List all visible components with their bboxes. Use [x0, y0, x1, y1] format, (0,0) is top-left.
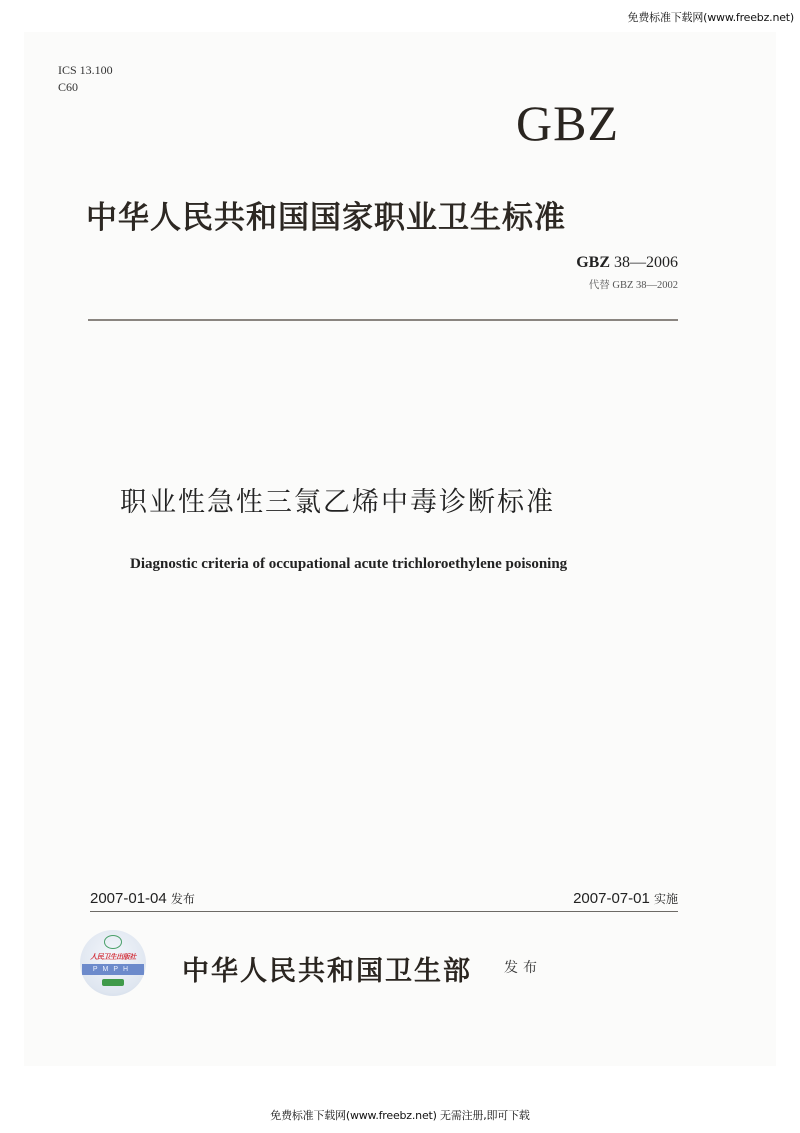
document-cover-page — [24, 32, 776, 1066]
standard-number — [576, 254, 678, 272]
publisher-logo — [80, 930, 146, 996]
logo-badge-icon — [102, 979, 124, 986]
replaces-standard: 代替 GBZ 38—2002 — [588, 280, 678, 291]
document-title-en: Diagnostic criteria of occupational acute trichloroethylene poisoning — [130, 556, 568, 572]
implementation-date-value: 2007-07-01 — [573, 890, 650, 907]
document-title-zh: 职业性急性三氯乙烯中毒诊断标准 — [120, 487, 555, 518]
standard-mark: GBZ — [516, 95, 619, 151]
watermark-bottom-link[interactable]: 免费标准下载网(www.freebz.net) 无需注册,即可下载 — [270, 1109, 530, 1122]
standard-type-heading: 中华人民共和国国家职业卫生标准 — [86, 200, 566, 236]
ccs-code: C60 — [58, 80, 79, 94]
issue-date-value: 2007-01-04 — [90, 890, 167, 907]
publisher-name: 中华人民共和国卫生部 — [182, 956, 472, 987]
ics-code: ICS 13.100 — [58, 63, 113, 77]
classification-codes — [58, 62, 113, 96]
implementation-date — [573, 890, 678, 907]
logo-band: PMPH — [82, 964, 144, 975]
dates-row — [90, 890, 678, 912]
logo-text: 人民卫生出版社 — [90, 953, 136, 961]
logo-emblem-icon — [104, 935, 122, 949]
watermark-top-link[interactable]: 免费标准下载网(www.freebz.net) — [627, 11, 794, 24]
implementation-date-label: 实施 — [653, 892, 678, 906]
standard-number-value: 38—2006 — [614, 254, 678, 271]
publisher-suffix: 发布 — [504, 960, 542, 976]
issue-date — [90, 890, 195, 907]
header-divider — [88, 319, 678, 321]
standard-number-prefix: GBZ — [576, 254, 610, 271]
issue-date-label: 发布 — [170, 892, 195, 906]
